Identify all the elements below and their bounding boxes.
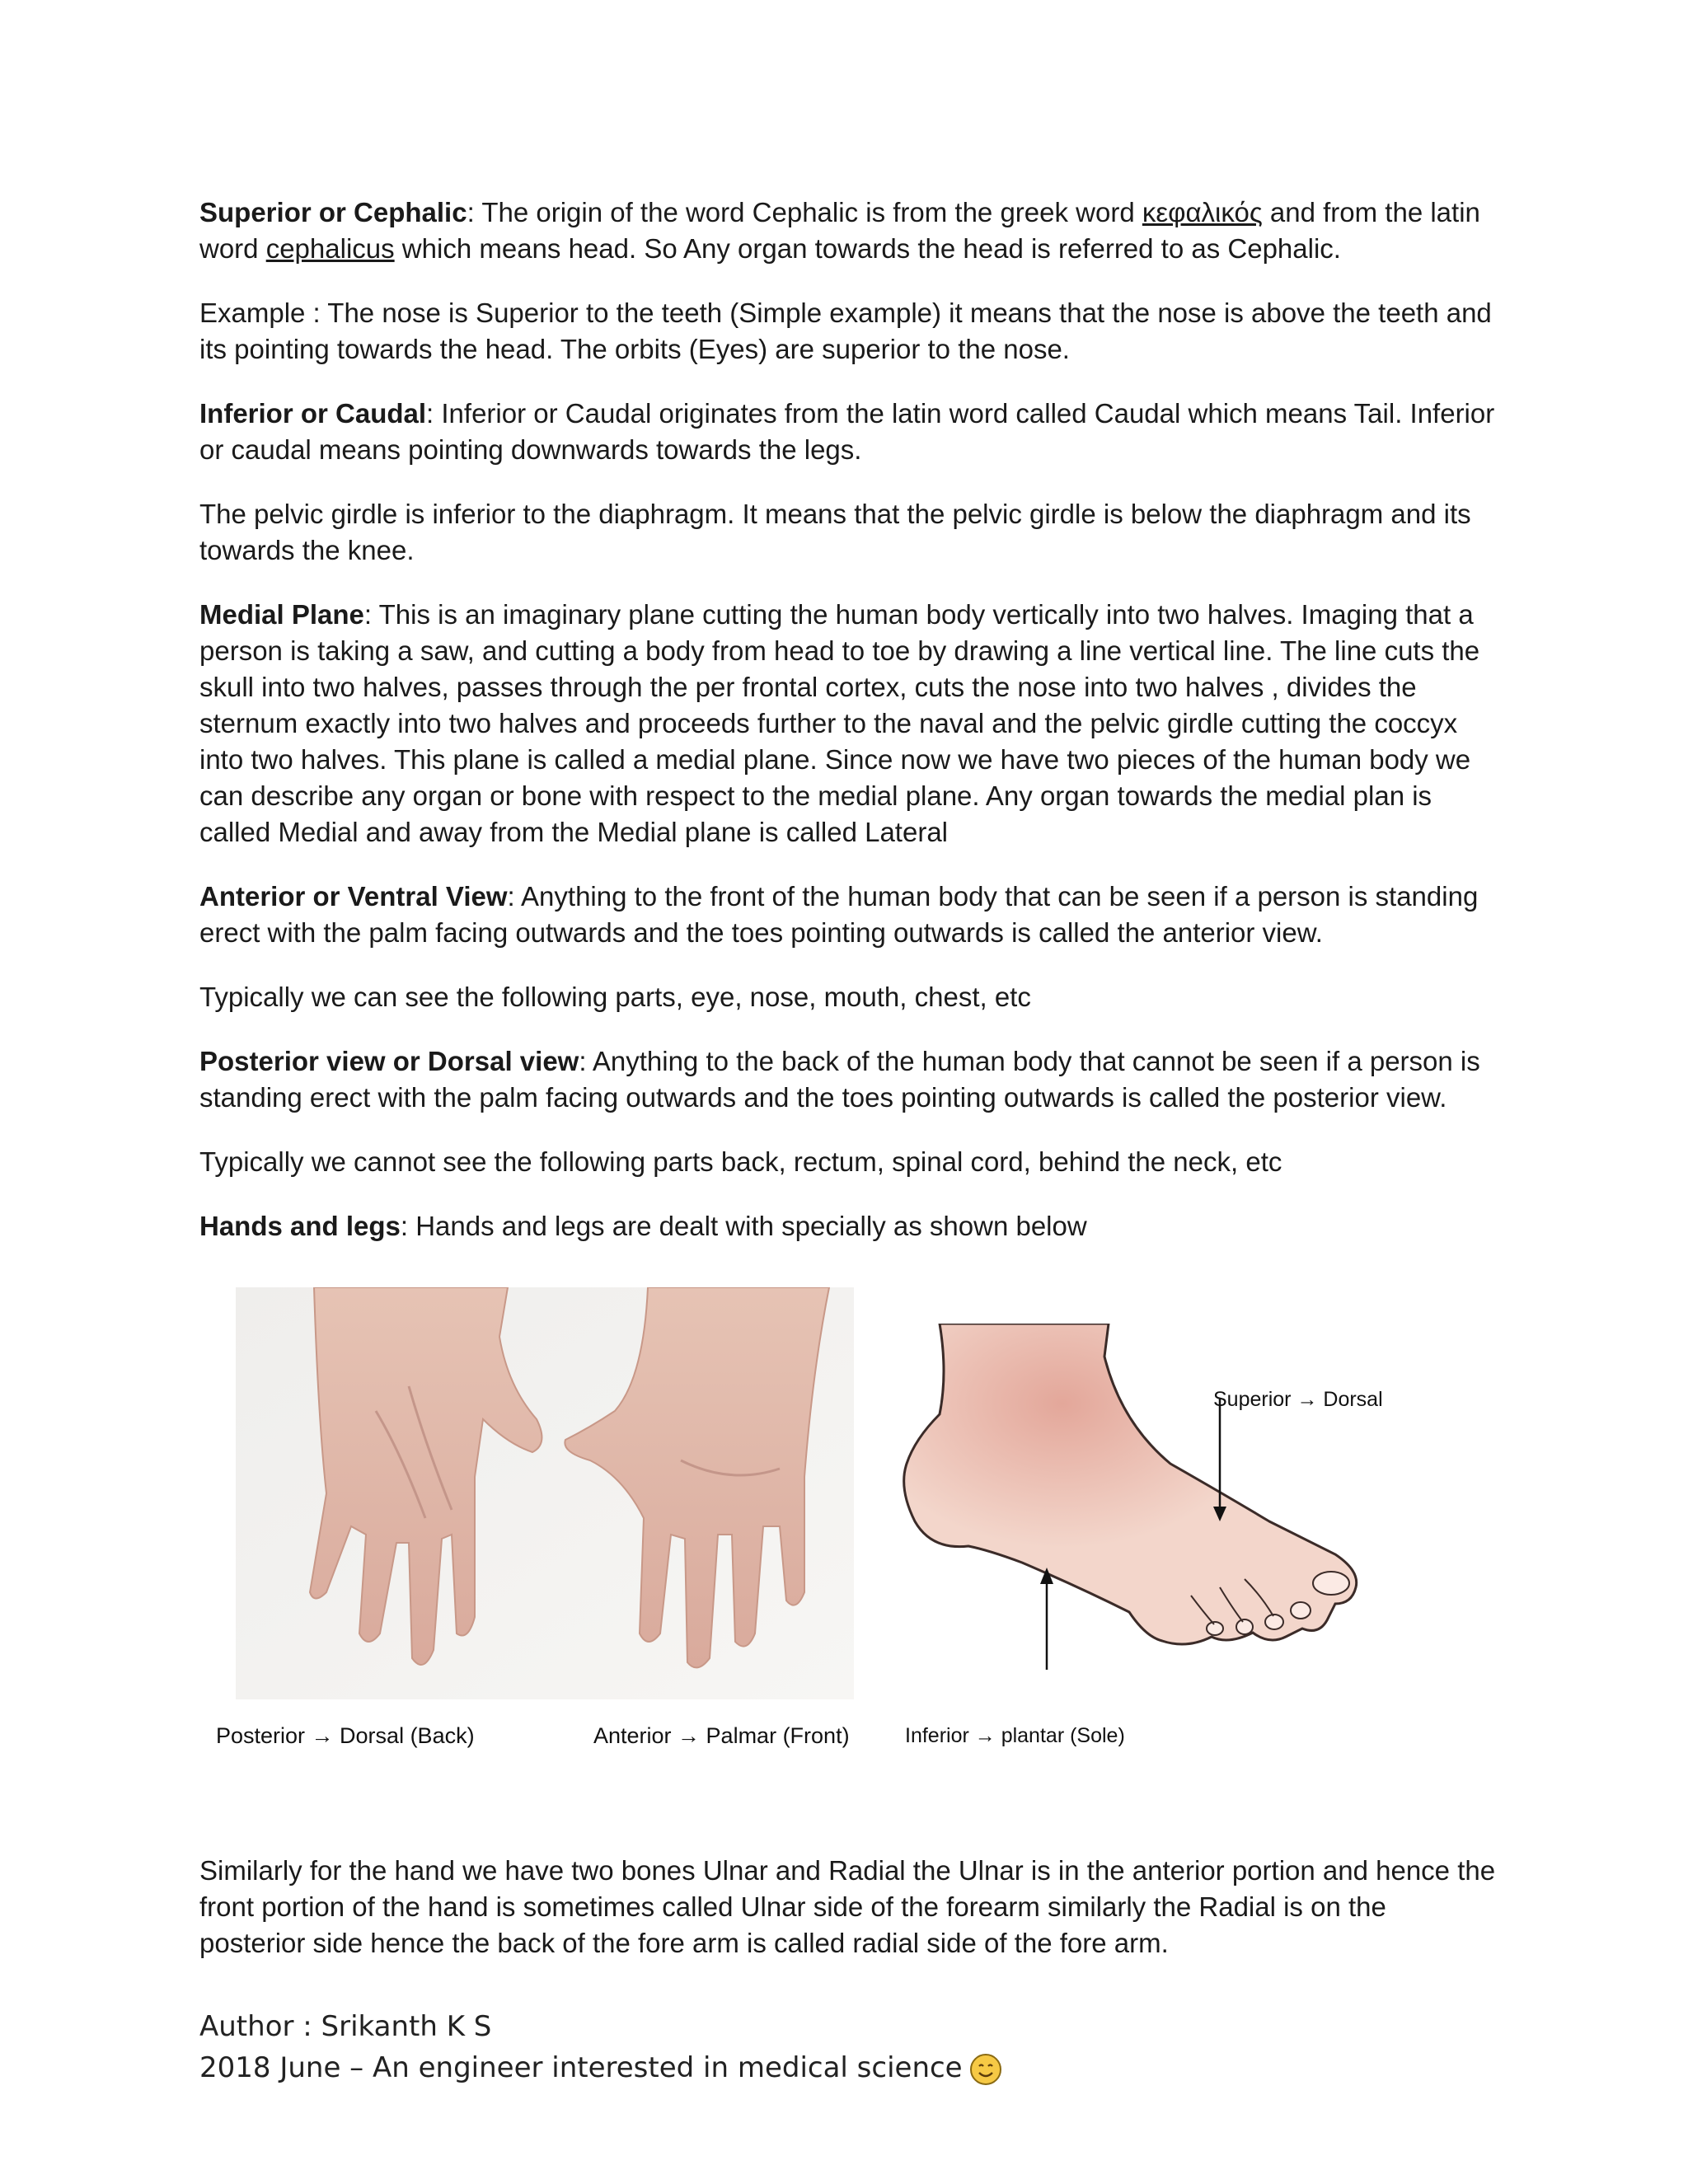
paragraph-typical-cannot: Typically we cannot see the following parts back, rectum, spinal cord, behind the neck, etc [199, 1146, 1282, 1177]
paragraph-pelvic: The pelvic girdle is inferior to the diaphragm. It means that the pelvic girdle is below the diaphragm and its towards the knee. [199, 499, 1471, 565]
author-line: Author : Srikanth K S [199, 2010, 492, 2043]
paragraph-medial [199, 597, 1498, 851]
heading-hands-legs: Hands and legs [199, 1211, 401, 1241]
date-text: 2018 June – An engineer interested in medical science [199, 2051, 963, 2084]
caption-posterior: Posterior → Dorsal (Back) [216, 1723, 475, 1748]
caption-anterior: Anterior → Palmar (Front) [593, 1723, 850, 1748]
hands-and-foot-figure [199, 1287, 1419, 1765]
heading-posterior: Posterior view or Dorsal view [199, 1046, 579, 1076]
paragraph-typical-see: Typically we can see the following parts, eye, nose, mouth, chest, etc [199, 982, 1031, 1012]
latin-word-link: cephalicus [265, 233, 395, 264]
label-superior: Superior → Dorsal [1213, 1388, 1383, 1411]
caption-inferior: Inferior → plantar (Sole) [905, 1724, 1125, 1747]
paragraph-superior [199, 194, 1498, 267]
heading-medial: Medial Plane [199, 599, 364, 630]
paragraph-posterior [199, 1043, 1498, 1116]
date-line [199, 2047, 1353, 2088]
text-hands-legs: : Hands and legs are dealt with specially as shown below [400, 1211, 1087, 1241]
smiley-face-icon [969, 2053, 1002, 2086]
paragraph-inferior [199, 396, 1498, 468]
text-posterior: : Anything to the back of the human body that cannot be seen if a person is standing erect with the palm facing outwards and the toes pointing outwards is called the posterior view. [199, 1046, 1480, 1113]
hands-photo [236, 1287, 854, 1699]
heading-superior: Superior or Cephalic [199, 197, 467, 227]
document-body [199, 194, 1498, 1272]
text-inferior: : Inferior or Caudal originates from the latin word called Caudal which means Tail. Inferior or caudal means pointing downwards towards the legs. [199, 398, 1495, 465]
footer [199, 2006, 1353, 2088]
text-anterior: : Anything to the front of the human body that can be seen if a person is standing erect with the palm facing outwards and the toes pointing outwards is called the anterior view. [199, 881, 1479, 948]
text-superior-a: : The origin of the word Cephalic is from the greek word [467, 197, 1142, 227]
paragraph-hands-legs [199, 1208, 1498, 1244]
paragraph-anterior [199, 879, 1498, 951]
heading-anterior: Anterior or Ventral View [199, 881, 508, 912]
greek-word-link: κεφαλικός [1142, 197, 1263, 227]
text-medial: : This is an imaginary plane cutting the human body vertically into two halves. Imaging that a person is taking a saw, and cutting a body from head to toe by drawing a line vertical line. The line cuts the skull into two halves, passes through the per frontal cortex, cuts the nose into two halves , divides the sternum exactly into two halves and proceeds further to the naval and the pelvic girdle cutting the coccyx into two halves. This plane is called a medial plane. Since now we have two pieces of the human body we can describe any organ or bone with respect to the medial plane. Any organ towards the medial plan is called Medial and away from the Medial plane is called Lateral [199, 599, 1480, 847]
paragraph-ulnar-radial: Similarly for the hand we have two bones Ulnar and Radial the Ulnar is in the anterior portion and hence the front portion of the hand is sometimes called Ulnar side of the forearm similarly the Radial is on the posterior side hence the back of the fore arm is called radial side of the fore arm. [199, 1855, 1496, 1958]
paragraph-example: Example : The nose is Superior to the teeth (Simple example) it means that the nose is above the teeth and its pointing towards the head. The orbits (Eyes) are superior to the nose. [199, 298, 1492, 364]
text-superior-b: and from the latin word [199, 197, 1480, 264]
bottom-section [199, 1853, 1498, 1990]
text-superior-c: which means head. So Any organ towards the head is referred to as Cephalic. [394, 233, 1341, 264]
heading-inferior: Inferior or Caudal [199, 398, 427, 429]
